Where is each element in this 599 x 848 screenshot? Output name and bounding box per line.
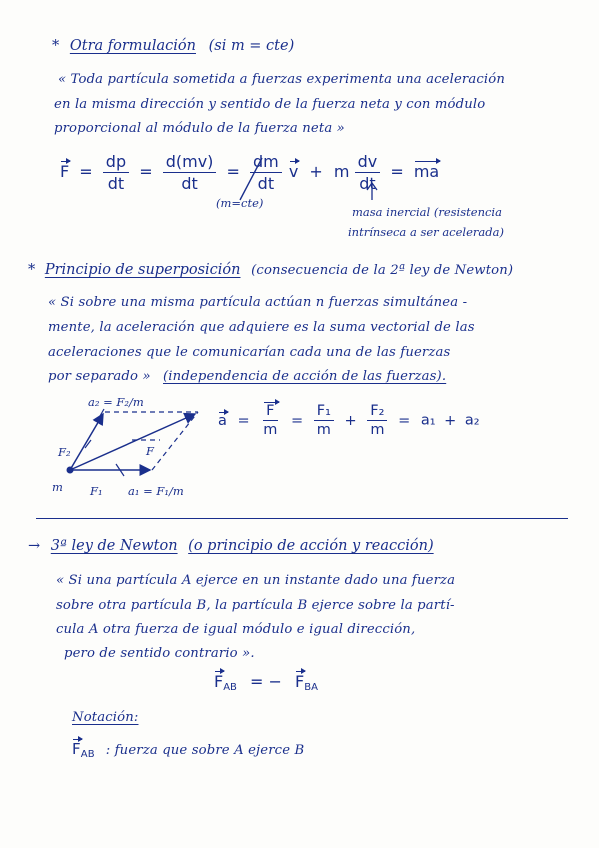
s1-mcte: (m=cte) [216,196,264,210]
s2-equation: a = $\frac{F}{m}$ = $\frac{\text{F₁}}{m}$ + $\frac{\text{F₂}}{m}$ = a₁ + a₂ [218,403,480,438]
section-3-paren: (o principio de acción y reacción) [188,538,434,554]
arrow-right-icon: → [28,538,41,554]
eq-dv-dt: $\frac{dv}{dt}$ [355,152,381,193]
section-divider [36,518,568,519]
diagram-F1-label: F₁ [90,484,103,498]
diagram-a1-label: a₁ = F₁/m [128,484,184,498]
section-2-consequence: (consecuencia de la 2ª ley de Newton) [251,263,514,278]
section-3-heading [28,538,434,554]
eq-dp-dt: $\frac{dp}{dt}$ [103,152,129,193]
s3-equation: $F_{AB}$ = − $F_{BA}$ [214,672,318,693]
s2-quote-line-2: mente, la aceleración que adquiere es la suma vectorial de las [48,320,475,335]
diagram-a2-label: a₂ = F₂/m [88,395,144,409]
section-2-heading [28,262,513,278]
eq-dmv-dt: $\frac{d(mv)}{dt}$ [163,152,217,193]
eq-F: F [60,162,70,181]
notation-title: Notación: [72,710,139,725]
section-1-condition: (si m = cte) [208,38,295,54]
section-1-heading [52,38,294,54]
eq-dm-dt: $\frac{dm}{dt}$ [250,152,282,193]
s2-quote-line-4: por separado » (independencia de acción de las fuerzas). [48,369,447,384]
bullet-star: * [52,38,60,54]
section-1-title: Otra formulación [69,38,196,54]
diagram-F-label: F [146,444,154,458]
bullet-star-2: * [28,262,36,278]
s1-quote-line-2: en la misma dirección y sentido de la fuerza neta y con módulo [54,97,486,112]
section-2-title: Principio de superposición [44,262,241,278]
s3-quote-line-1: « Si una partícula A ejerce en un instante dado una fuerza [56,573,456,588]
s1-quote-line-1: « Toda partícula sometida a fuerzas experimenta una aceleración [58,72,506,87]
s1-note-line-1: masa inercial (resistencia [352,205,502,219]
s1-note-line-2: intrínseca a ser acelerada) [348,225,504,239]
s1-quote-line-3: proporcional al módulo de la fuerza neta » [54,121,345,136]
notation-line: $F_{AB}$ : fuerza que sobre A ejerce B [72,740,305,760]
section-3-title: 3ª ley de Newton [50,538,178,554]
s1-equation: F = $\frac{dp}{dt}$ = $\frac{d(mv)}{dt}$ = $\frac{dm}{dt}$ v + m $\frac{dv}{dt}$ = ma [60,152,440,193]
diagram-m-label: m [52,480,63,494]
s3-quote-line-3: cula A otra fuerza de igual módulo e igual dirección, [56,622,416,637]
s2-independence: (independencia de acción de las fuerzas). [163,369,447,384]
s2-quote-line-3: aceleraciones que le comunicarían cada una de las fuerzas [48,345,451,360]
s3-quote-line-2: sobre otra partícula B, la partícula B ejerce sobre la partí- [56,598,455,613]
s3-quote-line-4: pero de sentido contrario ». [64,646,255,661]
superposition-diagram [0,0,1,1]
eq-ma: ma [413,162,440,181]
diagram-F2-label: F₂ [58,445,71,459]
s2-quote-line-1: « Si sobre una misma partícula actúan n fuerzas simultánea - [48,295,468,310]
